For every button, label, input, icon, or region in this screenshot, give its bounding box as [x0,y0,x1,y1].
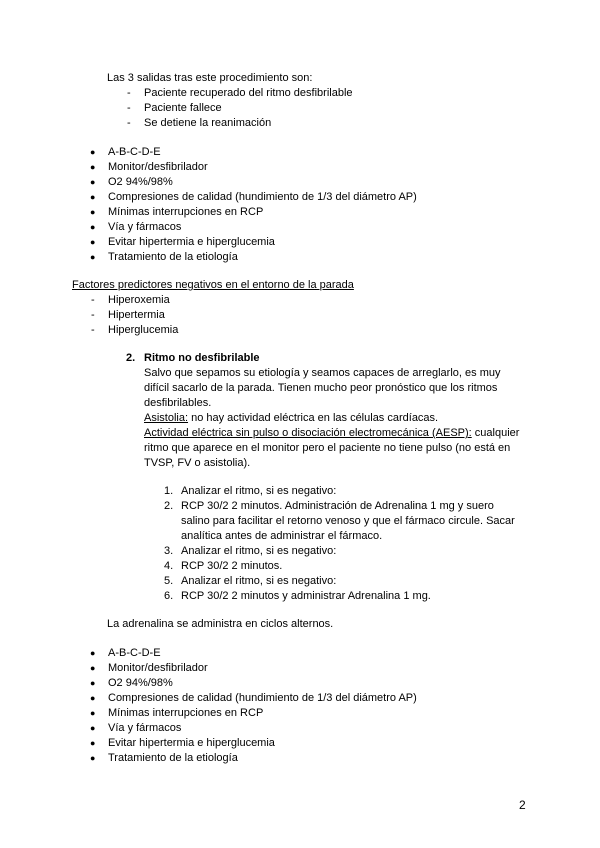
section-paragraph-line: desfibrilables. [144,397,212,409]
bullet-marker: ● [90,192,96,202]
aesp-text-line: TVSP, FV o asistolia). [144,457,251,469]
aesp-definition [144,426,519,441]
dash-marker: - [127,87,131,99]
step-text: Analizar el ritmo, si es negativo: [181,575,337,587]
step-text: RCP 30/2 2 minutos. Administración de Adrenalina 1 mg y suero [181,500,494,512]
bullet-marker: ● [90,708,96,718]
asistolia-term: Asistolia: [144,412,189,424]
aesp-text-line: ritmo que aparece en el monitor pero el paciente no tiene pulso (no está en [144,442,511,454]
list-item: Monitor/desfibrilador [108,662,208,674]
list-item: Paciente fallece [144,102,222,114]
bullet-marker: ● [90,252,96,262]
list-item: A-B-C-D-E [108,146,161,158]
step-number: 6. [164,590,174,602]
bullet-marker: ● [90,222,96,232]
bullet-marker: ● [90,207,96,217]
list-item: Hiperoxemia [108,294,170,306]
step-text: analítica antes de administrar el fármaco. [181,530,383,542]
step-text: Analizar el ritmo, si es negativo: [181,545,337,557]
bullet-marker: ● [90,237,96,247]
step-text: RCP 30/2 2 minutos y administrar Adrenalina 1 mg. [181,590,431,602]
list-item: Tratamiento de la etiología [108,251,238,263]
list-item: Mínimas interrupciones en RCP [108,206,264,218]
step-text: RCP 30/2 2 minutos. [181,560,283,572]
list-item: Compresiones de calidad (hundimiento de 1/3 del diámetro AP) [108,692,417,704]
bullet-marker: ● [90,162,96,172]
bullet-marker: ● [90,693,96,703]
list-item: A-B-C-D-E [108,647,161,659]
step-number: 2. [164,500,174,512]
asistolia-text: no hay actividad eléctrica en las células cardíacas. [188,412,439,424]
list-item: Evitar hipertermia e hiperglucemia [108,236,275,248]
bullet-marker: ● [90,663,96,673]
bullet-marker: ● [90,738,96,748]
aesp-text: cualquier [471,427,520,439]
step-number: 1. [164,485,174,497]
step-number: 5. [164,575,174,587]
section-paragraph-line: difícil sacarlo de la parada. Tienen mucho peor pronóstico que los ritmos [144,382,498,394]
dash-marker: - [91,324,95,336]
adrenalina-note: La adrenalina se administra en ciclos alternos. [107,618,334,630]
list-item: O2 94%/98% [108,677,173,689]
bullet-marker: ● [90,723,96,733]
page-number: 2 [519,798,526,812]
factors-heading: Factores predictores negativos en el entorno de la parada [72,279,354,291]
step-text: Analizar el ritmo, si es negativo: [181,485,337,497]
list-item: Hiperglucemia [108,324,179,336]
step-number: 4. [164,560,174,572]
list-item: Monitor/desfibrilador [108,161,208,173]
bullet-marker: ● [90,678,96,688]
asistolia-definition [144,411,438,426]
aesp-term: Actividad eléctrica sin pulso o disociación electromecánica (AESP): [144,427,472,439]
section-title: Ritmo no desfibrilable [144,352,260,364]
bullet-marker: ● [90,753,96,763]
intro-text: Las 3 salidas tras este procedimiento son: [107,72,313,84]
list-item: Mínimas interrupciones en RCP [108,707,264,719]
list-item: Evitar hipertermia e hiperglucemia [108,737,275,749]
dash-marker: - [127,117,131,129]
list-item: O2 94%/98% [108,176,173,188]
list-item: Vía y fármacos [108,722,182,734]
list-item: Tratamiento de la etiología [108,752,238,764]
step-number: 3. [164,545,174,557]
bullet-marker: ● [90,177,96,187]
section-paragraph-line: Salvo que sepamos su etiología y seamos capaces de arreglarlo, es muy [144,367,501,379]
step-text: salino para facilitar el retorno venoso y que el fármaco circule. Sacar [181,515,515,527]
list-item: Hipertermia [108,309,165,321]
bullet-marker: ● [90,648,96,658]
dash-marker: - [91,294,95,306]
section-number: 2. [126,352,136,364]
dash-marker: - [127,102,131,114]
list-item: Paciente recuperado del ritmo desfibrilable [144,87,353,99]
list-item: Se detiene la reanimación [144,117,272,129]
list-item: Vía y fármacos [108,221,182,233]
bullet-marker: ● [90,147,96,157]
list-item: Compresiones de calidad (hundimiento de 1/3 del diámetro AP) [108,191,417,203]
dash-marker: - [91,309,95,321]
